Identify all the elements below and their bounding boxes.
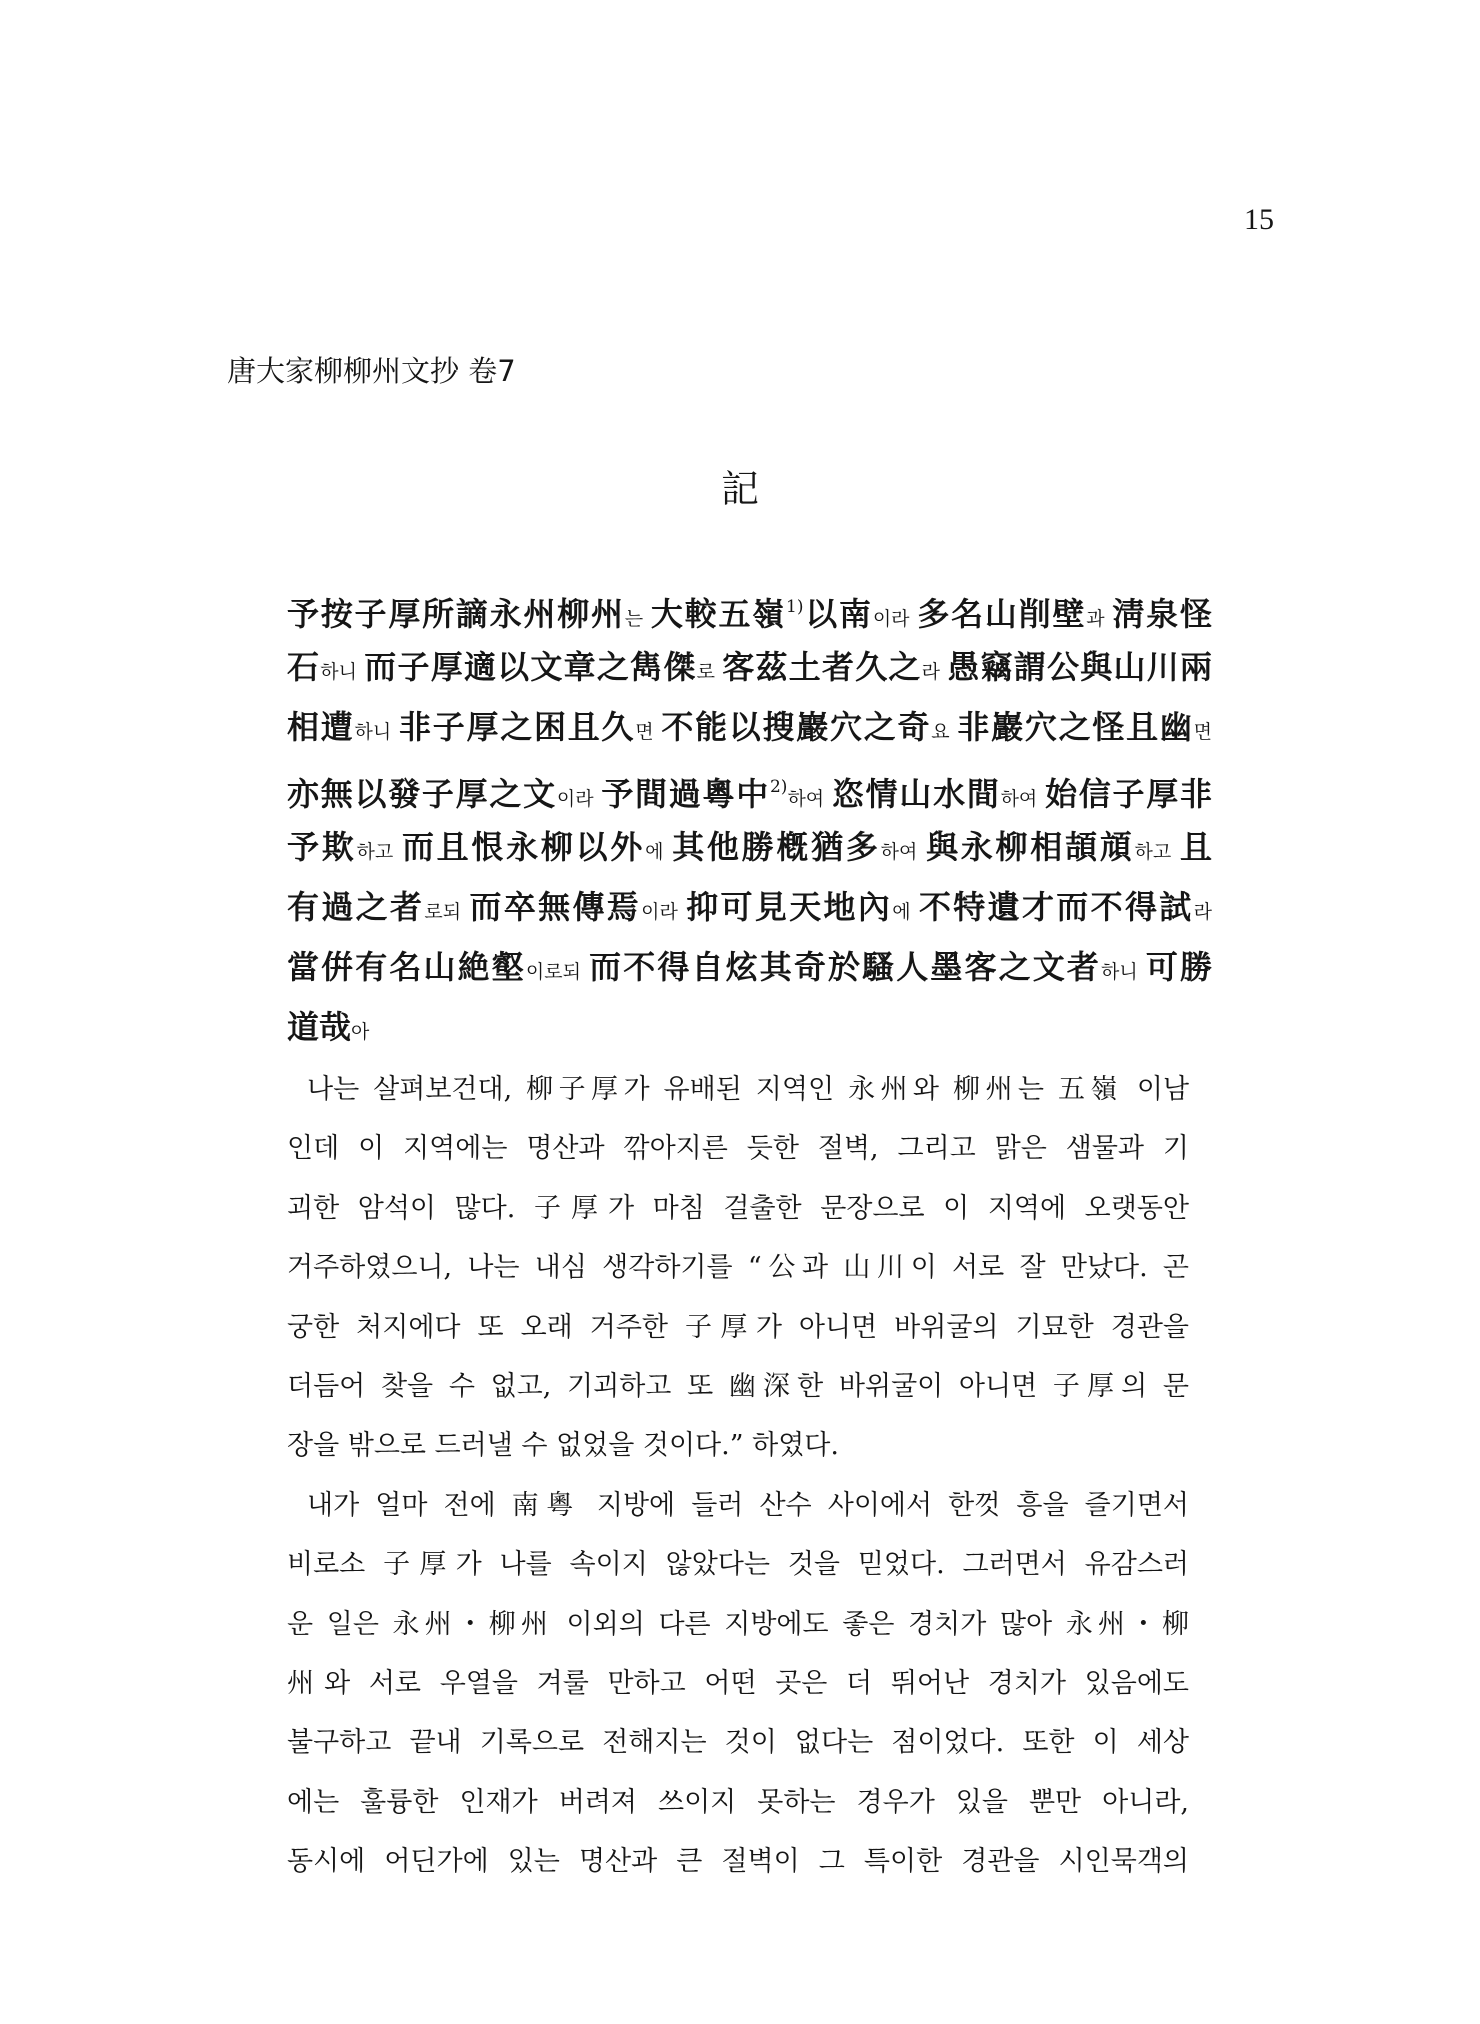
- particle-text: 는: [624, 608, 651, 630]
- original-text-line: [287, 697, 1212, 757]
- particle-text: 하니: [1100, 961, 1146, 983]
- footnote-ref: 2): [769, 777, 788, 797]
- translation-paragraph: [287, 1476, 1189, 1892]
- hanja-text: 客茲土者久之: [722, 648, 922, 686]
- translation-line: 운 일은 永州・柳州 이외의 다른 지방에도 좋은 경치가 많아 永州・柳: [287, 1608, 1189, 1640]
- particle-text: 하여: [1000, 788, 1046, 810]
- particle-text: 에: [645, 841, 673, 863]
- hanja-text: 多名山削壁: [917, 595, 1087, 633]
- hanja-text: 愚竊謂公與山川兩: [947, 648, 1212, 686]
- hanja-text: 不特遺才而不得試: [918, 888, 1194, 926]
- hanja-text: 非巖穴之怪且幽: [957, 708, 1194, 746]
- translation: [287, 1060, 1189, 1891]
- translation-line: 州와 서로 우열을 겨룰 만하고 어떤 곳은 더 뛰어난 경치가 있음에도: [287, 1667, 1189, 1699]
- hanja-text: 恣情山水間: [831, 775, 1001, 813]
- hanja-text: 石: [287, 648, 321, 686]
- translation-line: 괴한 암석이 많다. 子厚가 마침 걸출한 문장으로 이 지역에 오랫동안: [287, 1192, 1189, 1224]
- original-text-line: [287, 997, 1212, 1057]
- hanja-text: 予欺: [287, 828, 357, 866]
- hanja-text: 而且恨永柳以外: [401, 828, 646, 866]
- hanja-text: 相遭: [287, 708, 355, 746]
- hanja-text: 有過之者: [287, 888, 425, 926]
- translation-line: 더듬어 찾을 수 없고, 기괴하고 또 幽深한 바위굴이 아니면 子厚의 문: [287, 1370, 1189, 1402]
- original-text: [287, 577, 1212, 1057]
- particle-text: 이라: [641, 901, 687, 923]
- footnote-ref: 1): [786, 597, 804, 617]
- hanja-text: 且: [1179, 828, 1212, 866]
- original-text-line: [287, 937, 1212, 997]
- hanja-text: 而卒無傳焉: [469, 888, 642, 926]
- page-number: 15: [1244, 203, 1274, 236]
- hanja-text: 不能以搜巖穴之奇: [661, 708, 932, 746]
- particle-text: 이라: [872, 608, 918, 630]
- hanja-text: 始信子厚非: [1045, 775, 1212, 813]
- particle-text: 면: [635, 721, 662, 743]
- particle-text: 하니: [320, 661, 365, 683]
- particle-text: 과: [1086, 608, 1113, 630]
- particle-text: 요: [931, 721, 958, 743]
- particle-text: 면: [1193, 721, 1212, 743]
- translation-paragraph: [287, 1060, 1189, 1476]
- translation-line: 불구하고 끝내 기록으로 전해지는 것이 없다는 점이었다. 또한 이 세상: [287, 1727, 1189, 1759]
- hanja-text: 亦無以發子厚之文: [287, 775, 557, 813]
- particle-text: 이라: [556, 788, 602, 810]
- particle-text: 하여: [787, 788, 832, 810]
- particle-text: 하고: [356, 841, 402, 863]
- particle-text: 라: [1193, 901, 1212, 923]
- translation-line: 동시에 어딘가에 있는 명산과 큰 절벽이 그 특이한 경관을 시인묵객의: [287, 1846, 1189, 1878]
- particle-text: 하니: [354, 721, 399, 743]
- translation-line: 에는 훌륭한 인재가 버려져 쓰이지 못하는 경우가 있을 뿐만 아니라,: [287, 1786, 1189, 1818]
- hanja-text: 予按子厚所謫永州柳州: [287, 595, 625, 633]
- translation-line: 내가 얼마 전에 南粵 지방에 들러 산수 사이에서 한껏 흥을 즐기면서: [307, 1489, 1189, 1521]
- original-text-line: [287, 817, 1212, 877]
- hanja-text: 道哉: [287, 1008, 352, 1046]
- particle-text: 아: [351, 1021, 370, 1043]
- translation-line: 인데 이 지역에는 명산과 깎아지른 듯한 절벽, 그리고 맑은 샘물과 기: [287, 1133, 1189, 1165]
- hanja-text: 而子厚適以文章之雋傑: [364, 648, 697, 686]
- particle-text: 로되: [424, 901, 470, 923]
- hanja-text: 與永柳相頡頏: [926, 828, 1135, 866]
- section-title: 記: [720, 467, 759, 511]
- hanja-text: 予間過粵中: [601, 775, 770, 813]
- running-header: 唐大家柳柳州文抄 卷7: [227, 354, 516, 388]
- original-text-line: [287, 877, 1212, 937]
- original-text-line: [287, 577, 1212, 637]
- particle-text: 에: [892, 901, 919, 923]
- particle-text: 이로되: [525, 961, 590, 983]
- translation-line: 비로소 子厚가 나를 속이지 않았다는 것을 믿었다. 그러면서 유감스러: [287, 1549, 1189, 1581]
- particle-text: 하여: [880, 841, 927, 863]
- hanja-text: 淸泉怪: [1112, 595, 1212, 633]
- translation-line: 궁한 처지에다 또 오래 거주한 子厚가 아니면 바위굴의 기묘한 경관을: [287, 1311, 1189, 1343]
- translation-line: 장을 밖으로 드러낼 수 없었을 것이다.” 하였다.: [287, 1430, 839, 1462]
- particle-text: 하고: [1134, 841, 1180, 863]
- hanja-text: 大較五嶺: [650, 595, 787, 633]
- translation-line: 거주하였으니, 나는 내심 생각하기를 “公과 山川이 서로 잘 만났다. 곤: [287, 1252, 1189, 1284]
- hanja-text: 而不得自炫其奇於騷人墨客之文者: [589, 948, 1101, 986]
- hanja-text: 其他勝槪猶多: [672, 828, 881, 866]
- particle-text: 라: [921, 661, 948, 683]
- hanja-text: 以南: [803, 595, 873, 633]
- translation-line: 나는 살펴보건대, 柳子厚가 유배된 지역인 永州와 柳州는 五嶺 이남: [307, 1074, 1189, 1105]
- particle-text: 로: [696, 661, 723, 683]
- hanja-text: 可勝: [1145, 948, 1212, 986]
- original-text-line: [287, 637, 1212, 697]
- hanja-text: 當倂有名山絶壑: [287, 948, 526, 986]
- hanja-text: 非子厚之困且久: [398, 708, 636, 746]
- original-text-line: [287, 757, 1212, 817]
- hanja-text: 抑可見天地內: [686, 888, 893, 926]
